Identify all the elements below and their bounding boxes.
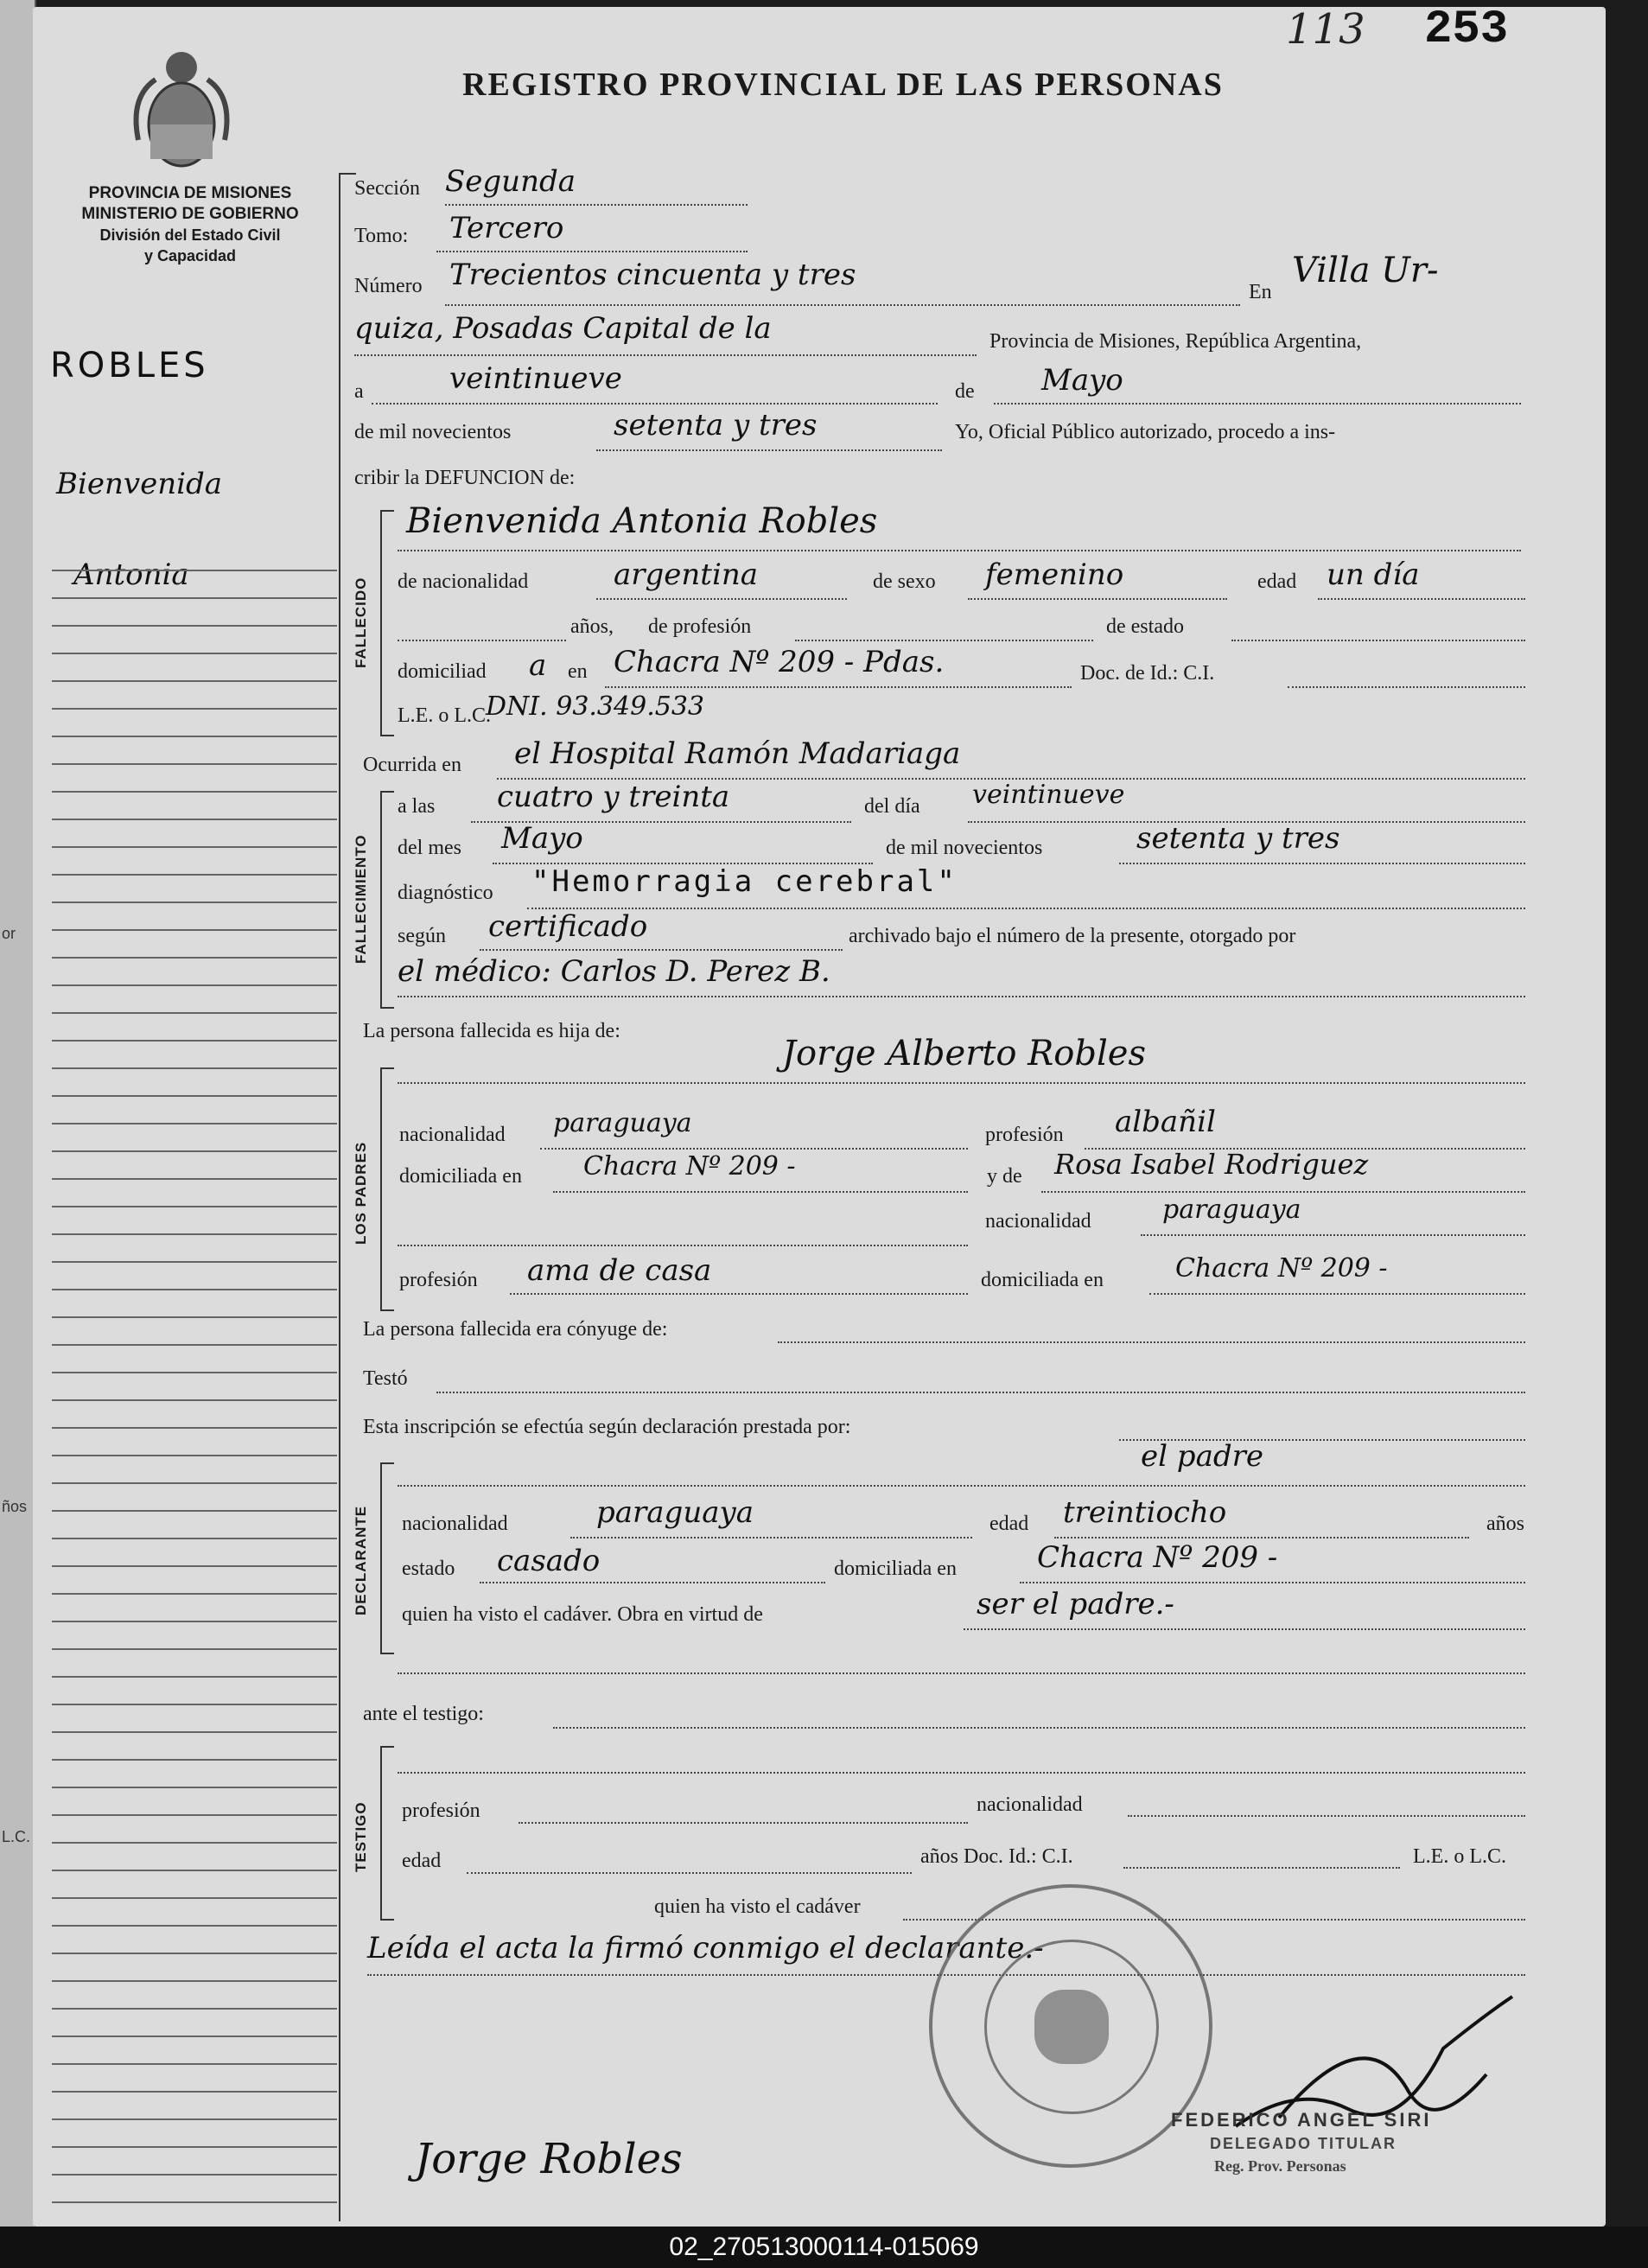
section-label-declarante: DECLARANTE: [353, 1505, 369, 1615]
field-line: [570, 1537, 972, 1539]
anos-label: años,: [570, 615, 614, 638]
issuer-line: División del Estado Civil: [99, 226, 281, 244]
oficial-text: Yo, Oficial Público autorizado, procedo a ins-: [955, 421, 1336, 443]
provincia-text: Provincia de Misiones, República Argentina,: [989, 330, 1362, 353]
dni-value: DNI. 93.349.533: [486, 691, 704, 722]
field-line: [778, 1341, 1525, 1343]
field-line: [1149, 1293, 1525, 1295]
field-line: [968, 598, 1227, 600]
section-bracket: [380, 1007, 394, 1009]
field-line: [398, 550, 1521, 551]
field-line: [519, 1822, 968, 1824]
dia-value-fallecimiento: veintinueve: [972, 780, 1125, 810]
padre-domicilio-value: Chacra Nº 209 -: [583, 1151, 796, 1182]
declarante-domicilio-value: Chacra Nº 209 -: [1037, 1540, 1278, 1575]
fallecido-name: Bienvenida Antonia Robles: [406, 501, 878, 541]
de-label: de: [955, 380, 975, 403]
seal-ring: [984, 1940, 1159, 2114]
field-line: [354, 354, 977, 356]
official-seal-icon: [929, 1884, 1212, 2168]
dia-value: veintinueve: [449, 361, 622, 396]
declarante-anos-label: años: [1486, 1513, 1524, 1535]
margin-first-name: Bienvenida: [56, 467, 223, 501]
nacionalidad-value: argentina: [614, 557, 759, 592]
segun-label: según: [398, 925, 446, 947]
official-name: FEDERICO ANGEL SIRI: [1171, 2109, 1432, 2131]
issuer-block: [52, 183, 328, 266]
padre-nacionalidad-value: paraguaya: [553, 1108, 692, 1138]
coat-of-arms-icon: [130, 45, 233, 175]
numero-value: Trecientos cincuenta y tres: [449, 258, 856, 292]
image-caption: 02_270513000114-015069: [0, 2227, 1648, 2268]
declarante-estado-label: estado: [402, 1558, 455, 1580]
testo-label: Testó: [363, 1367, 408, 1390]
medico-value: el médico: Carlos D. Perez B.: [398, 954, 830, 989]
testigo-anos-doc-label: años Doc. Id.: C.I.: [920, 1845, 1073, 1868]
section-label-testigo: TESTIGO: [353, 1801, 369, 1872]
yde-label: y de: [987, 1165, 1022, 1188]
section-bracket: [380, 1067, 394, 1069]
inscribir-text: cribir la DEFUNCION de:: [354, 467, 576, 489]
madre-profesion-value: ama de casa: [527, 1253, 712, 1288]
field-line: [553, 1727, 1525, 1729]
testigo-profesion-label: profesión: [402, 1800, 480, 1822]
section-label-padres: LOS PADRES: [353, 1141, 369, 1245]
place-value: quiza, Posadas Capital de la: [354, 311, 772, 346]
field-line: [596, 449, 942, 451]
deldia-label: del día: [864, 795, 920, 818]
stamped-number: 253: [1424, 3, 1509, 56]
domicilio-en-label: en: [568, 660, 588, 683]
field-line: [480, 949, 843, 951]
padre-name: Jorge Alberto Robles: [782, 1034, 1146, 1073]
issuer-line: y Capacidad: [143, 247, 237, 264]
declarante-intro: Esta inscripción se efectúa según declaración prestada por:: [363, 1416, 851, 1438]
demil-label: de mil novecientos: [354, 421, 512, 443]
declarante-estado-value: casado: [497, 1544, 601, 1578]
le-label: L.E. o L.C.: [398, 704, 491, 727]
field-line: [436, 1392, 1525, 1393]
domicilio-value: Chacra Nº 209 - Pdas.: [614, 645, 945, 679]
demil-label-fallecimiento: de mil novecientos: [886, 837, 1043, 859]
testigo-edad-label: edad: [402, 1850, 442, 1872]
tomo-value: Tercero: [449, 211, 564, 245]
section-label-fallecimiento: FALLECIMIENTO: [353, 834, 369, 964]
edge-text: ños: [2, 1498, 28, 1515]
field-line: [1123, 1867, 1400, 1869]
field-line: [445, 304, 1240, 306]
field-line: [436, 251, 748, 252]
sexo-label: de sexo: [873, 570, 936, 593]
madre-name: Rosa Isabel Rodriguez: [1054, 1148, 1369, 1181]
testigo-ante-label: ante el testigo:: [363, 1703, 484, 1725]
diagnostico-value: "Hemorragia cerebral": [531, 864, 958, 899]
margin-divider: [339, 173, 340, 2221]
profesion-label: de profesión: [648, 615, 752, 638]
edge-text: L.C.: [2, 1828, 31, 1845]
field-line: [398, 1245, 968, 1246]
adjacent-page-edge: [0, 0, 36, 2227]
section-bracket: [380, 735, 394, 736]
field-line: [1141, 1234, 1525, 1236]
testigo-le-lc-label: L.E. o L.C.: [1413, 1845, 1506, 1868]
field-line: [1054, 1537, 1469, 1539]
section-label-fallecido: FALLECIDO: [353, 577, 369, 668]
declarante-virtud-value: ser el padre.-: [977, 1587, 1174, 1621]
declarante-nacionalidad-label: nacionalidad: [402, 1513, 508, 1535]
declarante-signature: Jorge Robles: [415, 2135, 683, 2183]
declarante-nacionalidad-value: paraguaya: [596, 1495, 754, 1530]
nacionalidad-label: de nacionalidad: [398, 570, 529, 593]
field-line: [372, 403, 938, 405]
padres-intro: La persona fallecida es hija de:: [363, 1020, 620, 1042]
section-bracket: [380, 791, 394, 793]
padre-profesion-value: albañil: [1115, 1105, 1216, 1139]
edge-text: or: [2, 925, 16, 942]
en-label: En: [1249, 281, 1272, 303]
seal-emblem: [1034, 1990, 1109, 2064]
field-line: [467, 1872, 912, 1874]
declarante-domiciliada-label: domiciliada en: [834, 1558, 957, 1580]
field-line: [596, 598, 847, 600]
field-line: [1041, 1191, 1525, 1193]
declarante-edad-value: treintiocho: [1063, 1495, 1227, 1530]
official-title: DELEGADO TITULAR: [1210, 2135, 1397, 2152]
ocurrida-label: Ocurrida en: [363, 754, 461, 776]
field-line: [398, 1485, 1525, 1487]
en-value: Villa Ur-: [1292, 251, 1439, 290]
estado-label: de estado: [1106, 615, 1184, 638]
domiciliad-label: domiciliad: [398, 660, 487, 683]
official-office: Reg. Prov. Personas: [1214, 2157, 1346, 2175]
edad-value: un día: [1327, 557, 1420, 592]
declarante-edad-label: edad: [989, 1513, 1029, 1535]
field-line: [510, 1293, 968, 1295]
field-line: [398, 1672, 1525, 1674]
a-label: a: [354, 380, 364, 403]
field-line: [994, 403, 1521, 405]
archivado-text: archivado bajo el número de la presente, otorgado por: [849, 925, 1296, 947]
segun-value: certificado: [488, 909, 648, 944]
margin-second-name: Antonia: [73, 557, 189, 592]
field-line: [1318, 598, 1525, 600]
declarante-name: el padre: [1141, 1439, 1263, 1474]
field-line: [964, 1628, 1525, 1630]
seccion-value: Segunda: [445, 164, 576, 199]
madre-domicilio-value: Chacra Nº 209 -: [1175, 1253, 1388, 1284]
alas-label: a las: [398, 795, 436, 818]
field-line: [398, 640, 566, 641]
field-line: [1128, 1815, 1525, 1817]
declarante-visto-label: quien ha visto el cadáver. Obra en virtud de: [402, 1603, 763, 1626]
hora-value: cuatro y treinta: [497, 780, 730, 814]
madre-profesion-label: profesión: [399, 1269, 478, 1291]
madre-domiciliada-label: domiciliada en: [981, 1269, 1104, 1291]
section-bracket: [380, 510, 394, 512]
margin-ruled-lines: [52, 553, 337, 2221]
section-bracket: [380, 1919, 394, 1921]
sexo-value: femenino: [985, 557, 1124, 592]
domiciliad-suffix: a: [529, 648, 547, 683]
mes-value: Mayo: [1041, 363, 1123, 398]
delmes-label: del mes: [398, 837, 461, 859]
ocurrida-value: el Hospital Ramón Madariaga: [514, 736, 961, 771]
field-line: [605, 686, 1072, 688]
doc-label: Doc. de Id.: C.I.: [1080, 662, 1215, 685]
section-bracket: [380, 1746, 394, 1748]
numero-label: Número: [354, 275, 423, 297]
page-number: 113: [1286, 5, 1365, 54]
field-line: [398, 1772, 1525, 1774]
section-bracket: [380, 1653, 394, 1654]
closing-statement: Leída el acta la firmó conmigo el declarante.-: [367, 1931, 1044, 1965]
anio-value-fallecimiento: setenta y tres: [1136, 821, 1340, 856]
edad-label: edad: [1257, 570, 1297, 593]
issuer-line: MINISTERIO DE GOBIERNO: [81, 205, 299, 223]
field-line: [480, 1582, 825, 1583]
page-title: REGISTRO PROVINCIAL DE LAS PERSONAS: [462, 67, 1224, 103]
padre-domiciliada-label: domiciliada en: [399, 1165, 522, 1188]
field-line: [795, 640, 1093, 641]
testigo-visto-label: quien ha visto el cadáver: [654, 1895, 861, 1918]
testigo-nacionalidad-label: nacionalidad: [977, 1793, 1083, 1816]
field-line: [527, 908, 1525, 909]
padre-nacionalidad-label: nacionalidad: [399, 1124, 506, 1146]
field-line: [1231, 640, 1525, 641]
field-line: [1119, 863, 1525, 864]
section-bracket: [380, 1309, 394, 1311]
section-bracket: [380, 1462, 394, 1464]
madre-nacionalidad-label: nacionalidad: [985, 1210, 1091, 1233]
margin-surname: ROBLES: [50, 346, 209, 385]
mes-value-fallecimiento: Mayo: [501, 821, 583, 856]
diagnostico-label: diagnóstico: [398, 882, 493, 904]
field-line: [1288, 686, 1525, 688]
padre-profesion-label: profesión: [985, 1124, 1064, 1146]
issuer-line: PROVINCIA DE MISIONES: [88, 184, 292, 202]
conyuge-label: La persona fallecida era cónyuge de:: [363, 1318, 668, 1341]
field-line: [398, 996, 1525, 997]
anio-value: setenta y tres: [614, 408, 818, 443]
seccion-label: Sección: [354, 177, 420, 200]
margin-divider: [339, 173, 356, 175]
tomo-label: Tomo:: [354, 225, 409, 247]
field-line: [540, 1148, 968, 1150]
field-line: [553, 1191, 968, 1193]
field-line: [398, 1082, 1525, 1084]
field-line: [445, 204, 748, 206]
field-line: [1020, 1582, 1525, 1583]
madre-nacionalidad-value: paraguaya: [1162, 1195, 1301, 1225]
